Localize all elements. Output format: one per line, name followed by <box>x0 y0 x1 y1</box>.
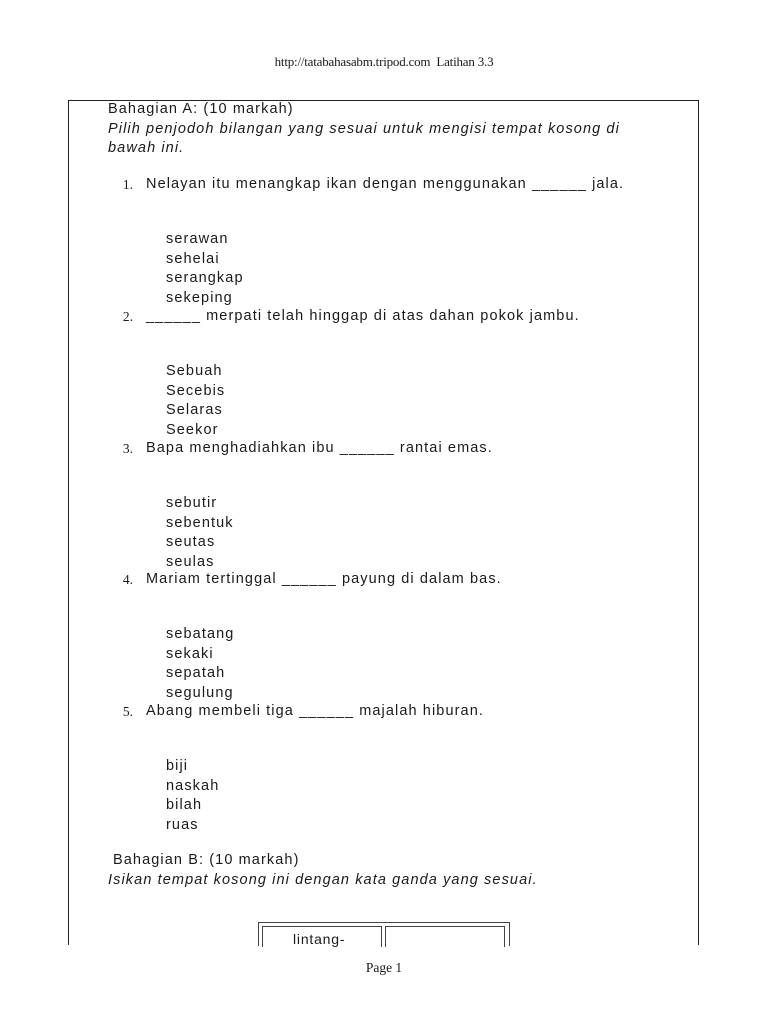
answer-table <box>258 922 510 946</box>
page-footer: Page 1 <box>365 960 403 975</box>
option-item: bilah <box>166 797 203 813</box>
option-item: naskah <box>166 777 220 794</box>
option-list <box>166 230 244 308</box>
option-item: sebutir <box>166 495 218 511</box>
question-text: Bapa menghadiahkan ibu ______ rantai emas. <box>146 440 493 456</box>
option-list <box>166 757 219 835</box>
option-item: seutas <box>166 534 216 550</box>
question-number: 2. <box>122 309 133 324</box>
option-item: Secebis <box>166 382 226 399</box>
question-number: 5. <box>122 704 133 719</box>
option-item: Seekor <box>166 421 219 438</box>
question-text: ______ merpati telah hinggap di atas dahan pokok jambu. <box>146 308 580 324</box>
table-cell <box>262 926 382 947</box>
page-header <box>0 54 768 70</box>
question-text: Abang membeli tiga ______ majalah hiburan. <box>146 703 485 719</box>
option-item: serawan <box>166 231 229 247</box>
table-cell-label: lintang- <box>293 931 346 947</box>
option-item: sehelai <box>166 250 220 267</box>
option-item: sebentuk <box>166 514 234 531</box>
option-item: sekaki <box>166 645 214 662</box>
worksheet-frame <box>68 100 699 945</box>
option-item: serangkap <box>166 270 244 286</box>
option-item: Selaras <box>166 402 223 418</box>
section-a-instruction-line1: Pilih penjodoh bilangan yang sesuai untuk mengisi tempat kosong di <box>108 121 620 137</box>
option-item: sebatang <box>166 626 235 642</box>
header-url: http://tatabahasabm.tripod.com <box>274 54 431 69</box>
question-number: 3. <box>122 441 133 456</box>
option-item: sekeping <box>166 289 233 306</box>
option-list <box>166 362 225 440</box>
option-item: seulas <box>166 553 215 570</box>
option-item: sepatah <box>166 665 226 681</box>
section-b-heading: Bahagian B: (10 markah) <box>113 852 300 868</box>
option-item: Sebuah <box>166 363 223 379</box>
question-text: Mariam tertinggal ______ payung di dalam bas. <box>146 571 502 587</box>
section-a-heading: Bahagian A: (10 markah) <box>108 101 294 117</box>
question-text: Nelayan itu menangkap ikan dengan menggunakan ______ jala. <box>146 176 625 192</box>
section-b-instruction: Isikan tempat kosong ini dengan kata ganda yang sesuai. <box>108 872 538 888</box>
option-item: ruas <box>166 816 199 833</box>
question-number: 4. <box>122 572 133 587</box>
option-list <box>166 625 234 703</box>
table-cell-blank <box>385 926 505 947</box>
option-item: biji <box>166 758 189 774</box>
question-number: 1. <box>122 177 133 192</box>
option-list <box>166 494 234 572</box>
section-a-instruction-line2: bawah ini. <box>108 140 185 156</box>
header-title: Latihan 3.3 <box>436 54 494 69</box>
option-item: segulung <box>166 684 234 701</box>
